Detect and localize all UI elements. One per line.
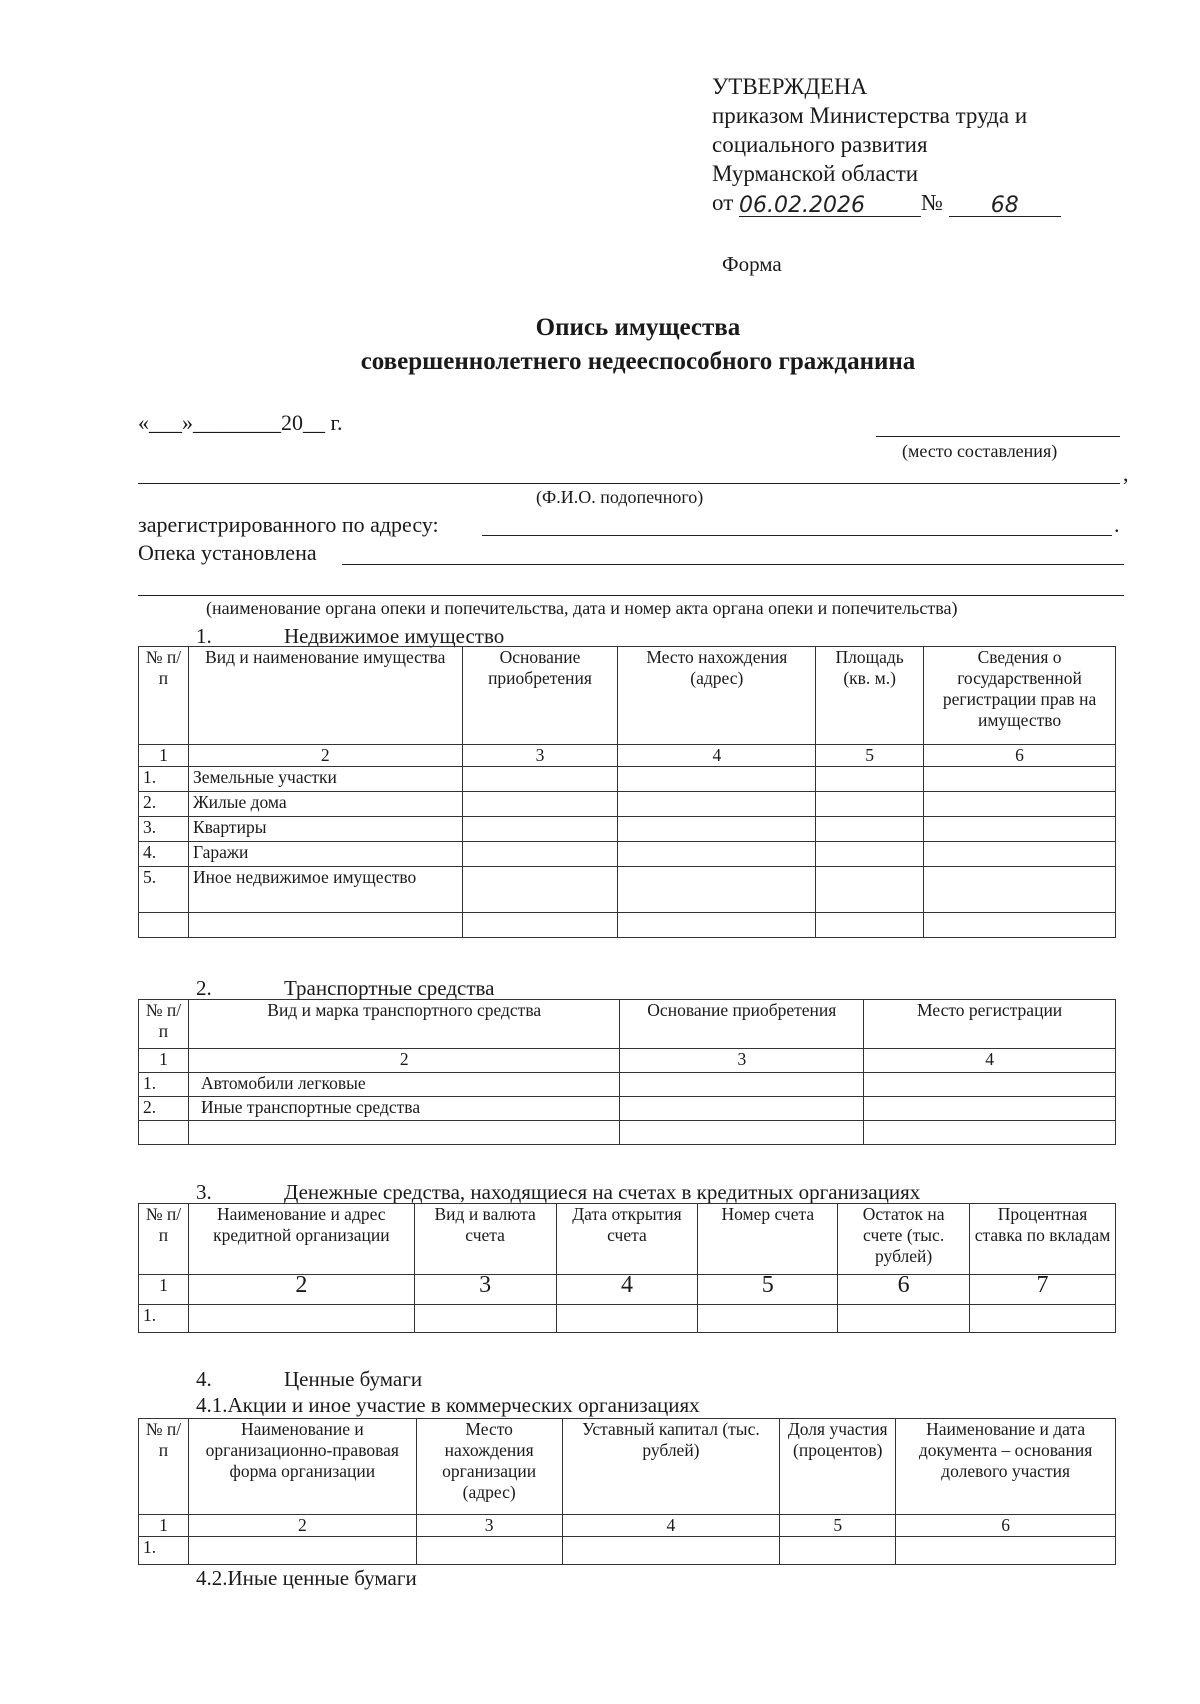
place-caption: (место составления) — [902, 441, 1058, 461]
approval-line-3: Мурманской области — [712, 161, 919, 186]
fio-field-line — [138, 459, 1120, 484]
approval-line-1: приказом Министерства труда и — [712, 103, 1028, 128]
row-number: 1. — [139, 1537, 189, 1565]
empty-cell — [816, 792, 924, 817]
table-row — [139, 817, 1116, 842]
empty-cell — [139, 1121, 189, 1145]
col-header: № п/п — [139, 647, 189, 745]
empty-cell — [462, 817, 618, 842]
table-header-row — [139, 1000, 1116, 1049]
section1-number: 1. — [196, 624, 212, 648]
approval-date-line — [712, 188, 1061, 217]
column-number-row — [139, 1275, 1116, 1305]
row-label: Квартиры — [188, 817, 462, 842]
empty-cell — [816, 913, 924, 938]
table-row — [139, 767, 1116, 792]
empty-cell — [139, 913, 189, 938]
empty-cell — [188, 1537, 416, 1565]
col-header: № п/п — [139, 1204, 189, 1275]
col-header: Уставный капитал (тыс. рублей) — [562, 1419, 780, 1515]
col-header: Место регистрации — [864, 1000, 1116, 1049]
empty-cell — [620, 1097, 864, 1121]
empty-cell — [462, 867, 618, 913]
empty-cell — [620, 1121, 864, 1145]
col-number: 4 — [618, 745, 816, 767]
row-number: 2. — [139, 1097, 189, 1121]
table-header-row — [139, 1419, 1116, 1515]
date-field — [739, 190, 921, 217]
document-title — [0, 311, 1200, 379]
approval-line-2: социального развития — [712, 132, 928, 157]
empty-cell — [838, 1305, 970, 1333]
col-header: Основание приобретения — [462, 647, 618, 745]
empty-cell — [462, 792, 618, 817]
col-header: Наименование и адрес кредитной организации — [188, 1204, 414, 1275]
form-label: Форма — [722, 252, 782, 276]
col-header: Процентная ставка по вкладам — [970, 1204, 1116, 1275]
column-number-row — [139, 1515, 1116, 1537]
empty-cell — [416, 1537, 562, 1565]
col-header: Дата открытия счета — [556, 1204, 698, 1275]
real-estate-table — [138, 646, 1116, 938]
table-row — [139, 867, 1116, 913]
table-row — [139, 792, 1116, 817]
empty-cell — [556, 1305, 698, 1333]
empty-cell — [414, 1305, 556, 1333]
col-header: Вид и валюта счета — [414, 1204, 556, 1275]
col-header: Наименование и дата документа – основания долевого участия — [896, 1419, 1116, 1515]
table-row — [139, 842, 1116, 867]
section3-number: 3. — [196, 1180, 212, 1204]
table-row — [139, 1537, 1116, 1565]
from-label: от — [712, 190, 734, 215]
row-number: 1. — [139, 767, 189, 792]
col-number: 6 — [838, 1275, 970, 1305]
fio-caption: (Ф.И.О. подопечного) — [536, 487, 704, 507]
row-number: 5. — [139, 867, 189, 913]
column-number-row — [139, 1049, 1116, 1073]
empty-cell — [188, 913, 462, 938]
empty-cell — [562, 1537, 780, 1565]
col-number: 3 — [414, 1275, 556, 1305]
col-header: Вид и марка транспортного средства — [188, 1000, 619, 1049]
number-field — [949, 190, 1061, 217]
table-header-row — [139, 1204, 1116, 1275]
empty-cell — [462, 913, 618, 938]
col-number: 2 — [188, 1275, 414, 1305]
empty-cell — [618, 842, 816, 867]
empty-cell — [924, 792, 1116, 817]
col-number: 5 — [780, 1515, 896, 1537]
empty-cell — [780, 1537, 896, 1565]
section4-sub1: 4.1.Акции и иное участие в коммерческих организациях — [196, 1393, 700, 1417]
empty-cell — [698, 1305, 838, 1333]
empty-cell — [924, 842, 1116, 867]
approval-heading: УТВЕРЖДЕНА — [712, 74, 868, 99]
col-header: № п/п — [139, 1419, 189, 1515]
col-header: Вид и наименование имущества — [188, 647, 462, 745]
col-number: 1 — [139, 1275, 189, 1305]
section4-sub2: 4.2.Иные ценные бумаги — [196, 1566, 417, 1590]
col-header: Площадь (кв. м.) — [816, 647, 924, 745]
col-number: 3 — [620, 1049, 864, 1073]
section4-heading — [196, 1367, 422, 1392]
empty-cell — [896, 1537, 1116, 1565]
col-number: 2 — [188, 745, 462, 767]
table-row — [139, 1121, 1116, 1145]
col-header: Сведения о государственной регистрации прав на имущество — [924, 647, 1116, 745]
table-row — [139, 1073, 1116, 1097]
row-label: Земельные участки — [188, 767, 462, 792]
section3-heading — [196, 1180, 920, 1205]
empty-cell — [864, 1097, 1116, 1121]
col-header: Доля участия (процентов) — [780, 1419, 896, 1515]
empty-cell — [618, 767, 816, 792]
approval-number: 68 — [990, 193, 1019, 218]
empty-cell — [618, 913, 816, 938]
col-number: 5 — [698, 1275, 838, 1305]
approval-block — [712, 72, 1061, 217]
number-label: № — [921, 190, 943, 215]
empty-cell — [620, 1073, 864, 1097]
empty-cell — [816, 842, 924, 867]
col-number: 6 — [924, 745, 1116, 767]
title-line-2: совершеннолетнего недееспособного гражданина — [360, 348, 916, 375]
col-number: 5 — [816, 745, 924, 767]
guardianship-field-line — [342, 540, 1124, 565]
authority-caption: (наименование органа опеки и попечительства, дата и номер акта органа опеки и попечительства) — [206, 598, 958, 618]
row-number: 3. — [139, 817, 189, 842]
row-label: Иное недвижимое имущество — [188, 867, 462, 913]
col-number: 3 — [416, 1515, 562, 1537]
empty-cell — [618, 867, 816, 913]
row-number: 1. — [139, 1073, 189, 1097]
empty-cell — [924, 867, 1116, 913]
guardianship-label: Опека установлена — [138, 540, 317, 565]
row-number: 2. — [139, 792, 189, 817]
empty-cell — [816, 767, 924, 792]
date-template: «___»________20__ г. — [138, 410, 343, 435]
col-number: 1 — [139, 1515, 189, 1537]
col-header: Место нахождения (адрес) — [618, 647, 816, 745]
section3-title: Денежные средства, находящиеся на счетах в кредитных организациях — [284, 1180, 921, 1204]
col-header: Наименование и организационно-правовая форма организации — [188, 1419, 416, 1515]
col-header: Место нахождения организации (адрес) — [416, 1419, 562, 1515]
col-number: 4 — [562, 1515, 780, 1537]
row-label: Иные транспортные средства — [188, 1097, 619, 1121]
empty-cell — [188, 1305, 414, 1333]
table-row — [139, 1305, 1116, 1333]
col-number: 4 — [864, 1049, 1116, 1073]
empty-cell — [188, 1121, 619, 1145]
empty-cell — [618, 817, 816, 842]
row-number: 1. — [139, 1305, 189, 1333]
col-number: 1 — [139, 1049, 189, 1073]
title-line-1: Опись имущества — [535, 314, 741, 341]
section4-number: 4. — [196, 1367, 212, 1391]
vehicles-table — [138, 999, 1116, 1145]
empty-cell — [816, 817, 924, 842]
bank-accounts-table — [138, 1203, 1116, 1333]
empty-cell — [924, 817, 1116, 842]
empty-cell — [864, 1121, 1116, 1145]
empty-cell — [970, 1305, 1116, 1333]
empty-cell — [924, 913, 1116, 938]
row-label: Автомобили легковые — [188, 1073, 619, 1097]
address-label: зарегистрированного по адресу: — [138, 512, 439, 537]
authority-field-line — [138, 571, 1124, 596]
col-number: 7 — [970, 1275, 1116, 1305]
col-header: Номер счета — [698, 1204, 838, 1275]
section2-heading — [196, 976, 494, 1001]
col-number: 1 — [139, 745, 189, 767]
place-field-line — [876, 410, 1120, 437]
col-number: 4 — [556, 1275, 698, 1305]
approval-date: 06.02.2026 — [739, 193, 865, 218]
col-number: 3 — [462, 745, 618, 767]
col-header: Основание приобретения — [620, 1000, 864, 1049]
section1-title: Недвижимое имущество — [284, 624, 505, 648]
empty-cell — [864, 1073, 1116, 1097]
empty-cell — [618, 792, 816, 817]
shares-table — [138, 1418, 1116, 1565]
address-period: . — [1114, 512, 1120, 537]
col-header: Остаток на счете (тыс. рублей) — [838, 1204, 970, 1275]
section2-number: 2. — [196, 976, 212, 1000]
col-number: 6 — [896, 1515, 1116, 1537]
row-label: Гаражи — [188, 842, 462, 867]
table-row — [139, 1097, 1116, 1121]
col-number: 2 — [188, 1515, 416, 1537]
section4-title: Ценные бумаги — [284, 1367, 423, 1391]
table-row — [139, 913, 1116, 938]
empty-cell — [462, 842, 618, 867]
row-number: 4. — [139, 842, 189, 867]
fio-comma: , — [1123, 461, 1129, 486]
empty-cell — [462, 767, 618, 792]
empty-cell — [816, 867, 924, 913]
address-field-line — [482, 511, 1112, 536]
col-header: № п/п — [139, 1000, 189, 1049]
column-number-row — [139, 745, 1116, 767]
section2-title: Транспортные средства — [284, 976, 495, 1000]
table-header-row — [139, 647, 1116, 745]
col-number: 2 — [188, 1049, 619, 1073]
row-label: Жилые дома — [188, 792, 462, 817]
empty-cell — [924, 767, 1116, 792]
